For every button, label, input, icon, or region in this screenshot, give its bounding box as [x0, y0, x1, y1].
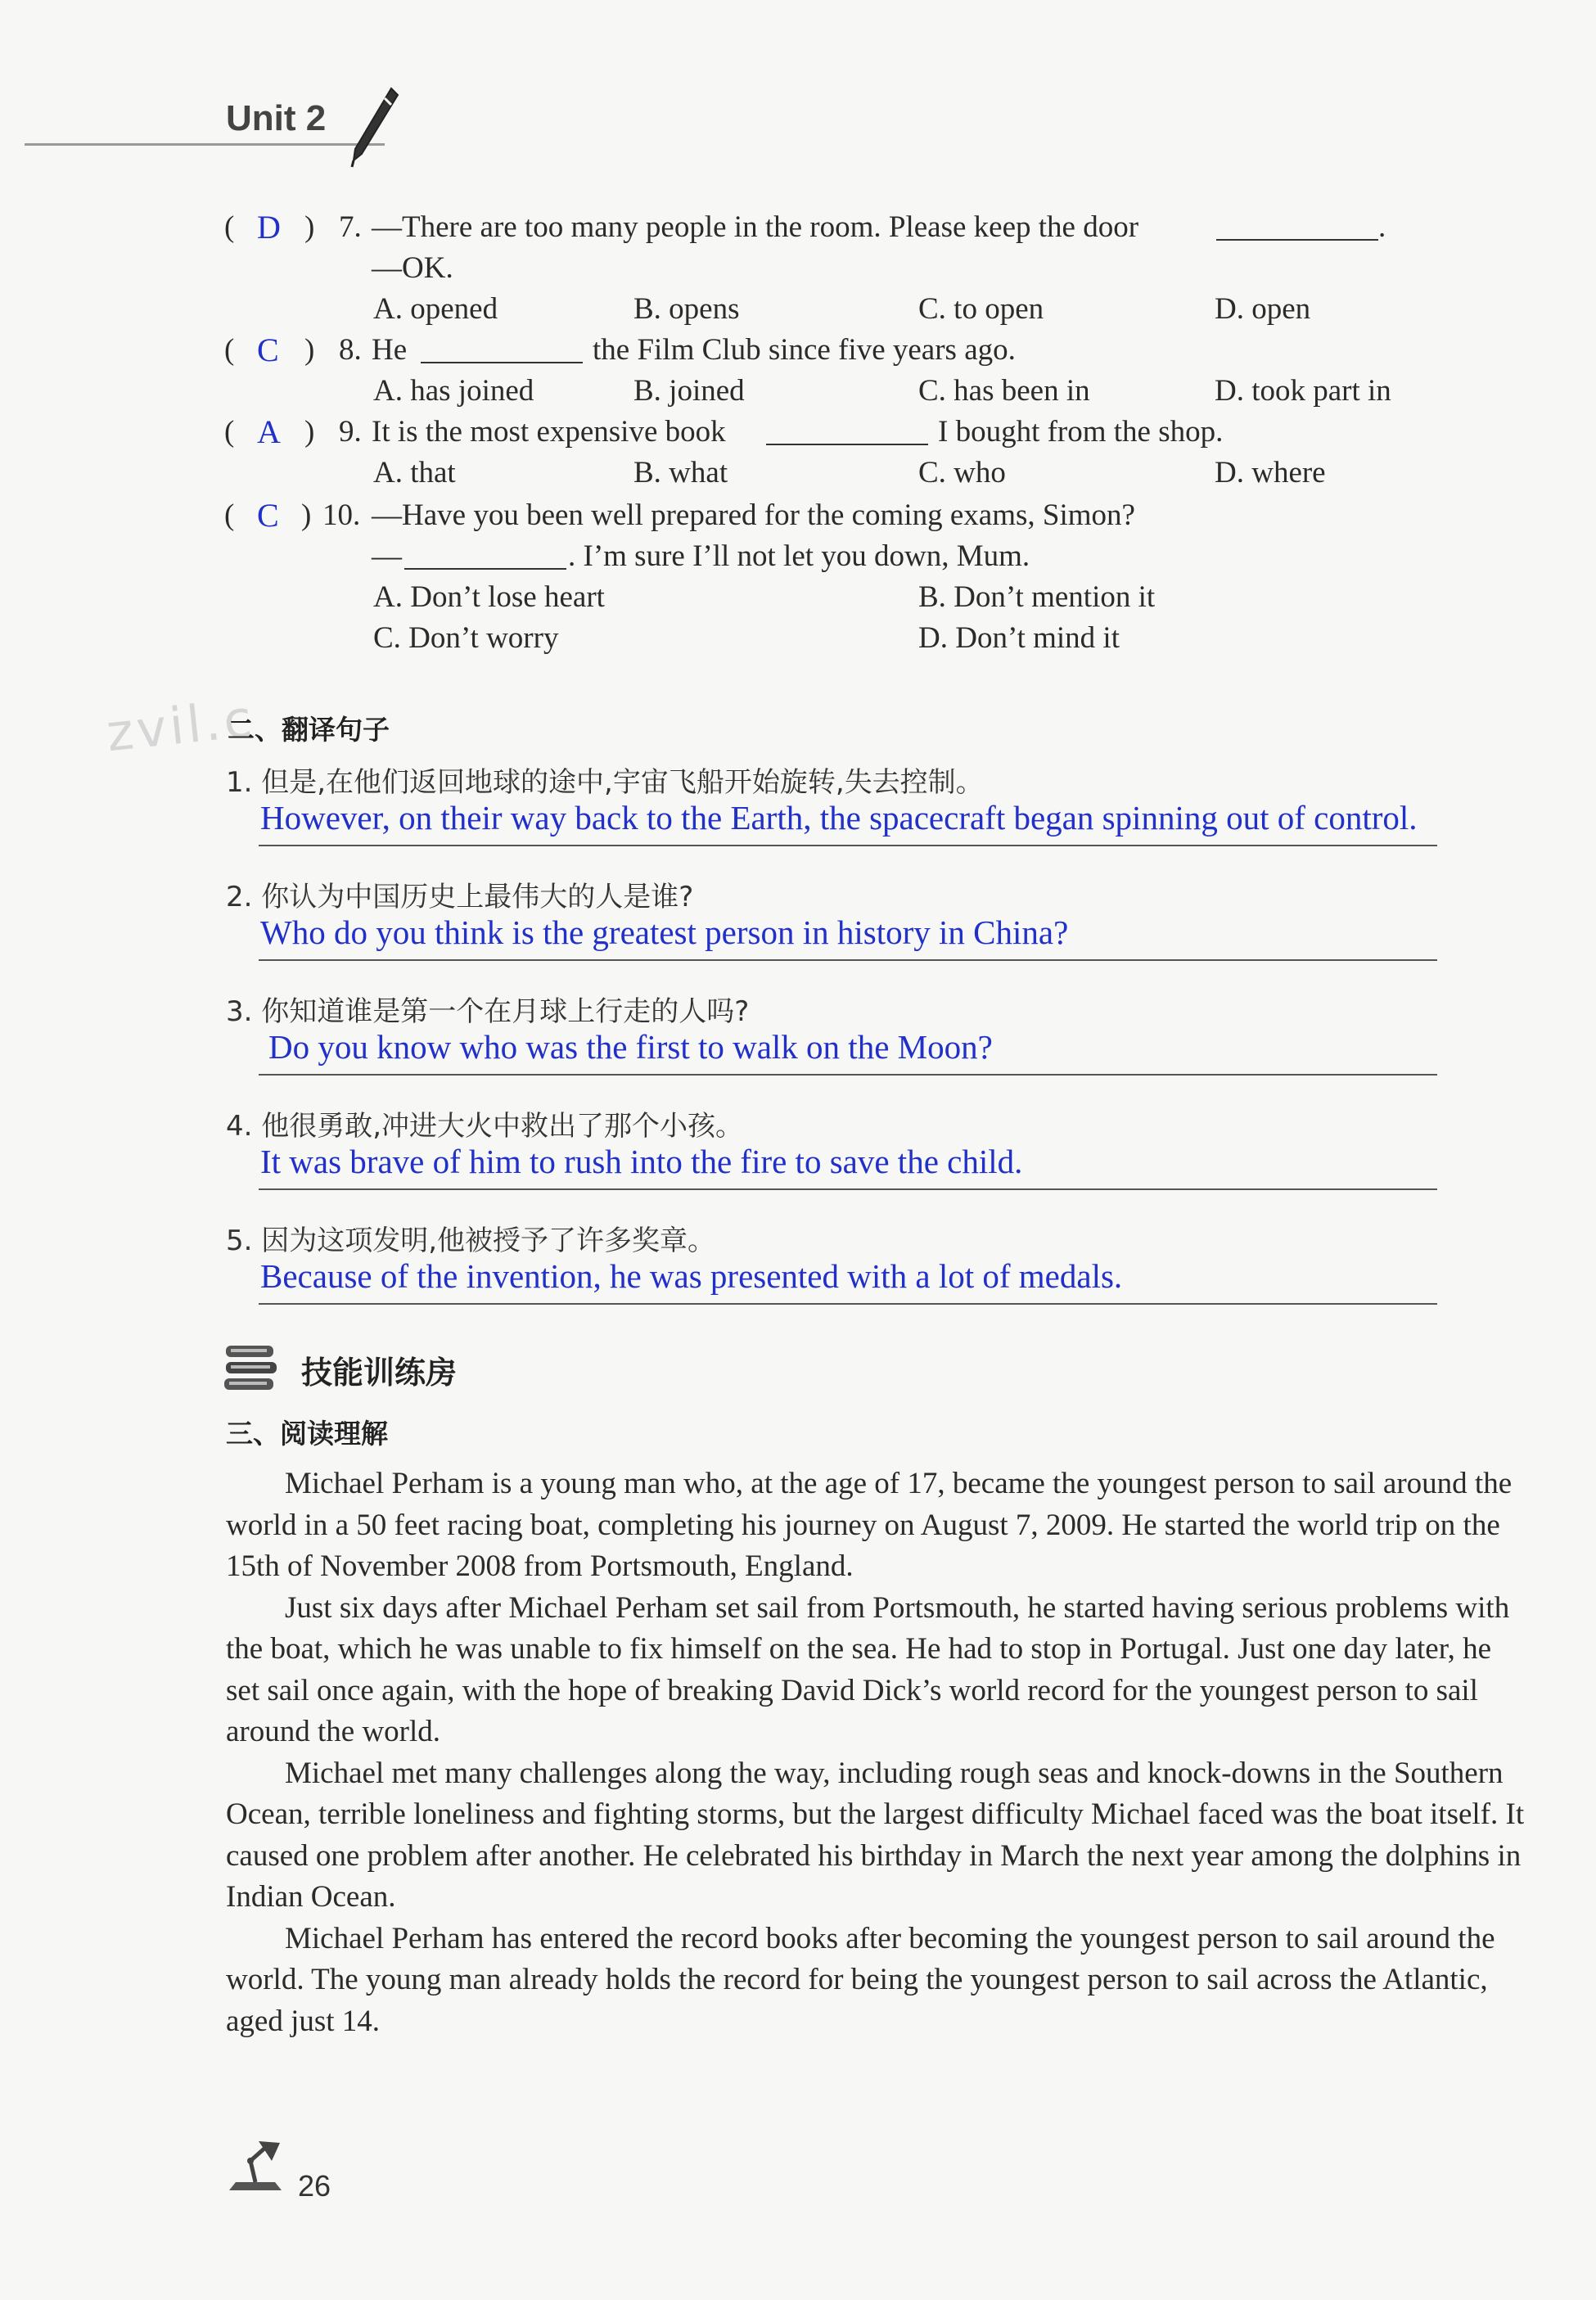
- translation-prompt: 1. 但是,在他们返回地球的途中,宇宙飞船开始旋转,失去控制。: [226, 766, 984, 799]
- question-stem: —Have you been well prepared for the coming exams, Simon?: [372, 498, 1135, 532]
- answer-line: [259, 1074, 1437, 1076]
- translation-answer: However, on their way back to the Earth, the spacecraft began spinning out of control.: [260, 799, 1418, 837]
- books-icon: [223, 1342, 280, 1393]
- question-reply: —OK.: [372, 251, 453, 285]
- translation-answer: It was brave of him to rush into the fire to save the child.: [260, 1143, 1023, 1180]
- page-number: 26: [298, 2169, 331, 2203]
- answer-line: [259, 959, 1437, 961]
- answer-line: [259, 1188, 1437, 1190]
- translation-heading: 二、翻译句子: [228, 714, 390, 746]
- translation-prompt: 5. 因为这项发明,他被授予了许多奖章。: [226, 1224, 716, 1257]
- translation-answer: Who do you think is the greatest person in history in China?: [260, 913, 1069, 951]
- answer-blank: [421, 337, 583, 363]
- passage-paragraph: Michael Perham has entered the record books after becoming the youngest person to sail around the world. The young man already holds the record for being the youngest person to sail across the Atlantic, aged just 14.: [226, 1921, 1495, 2038]
- question-number: 10.: [322, 498, 361, 532]
- option-b: B. opens: [633, 292, 740, 326]
- option-d: D. took part in: [1215, 374, 1391, 408]
- option-c: C. Don’t worry: [373, 621, 559, 655]
- answer-blank: [1216, 214, 1378, 241]
- option-b: B. joined: [633, 374, 745, 408]
- pen-icon: [344, 82, 401, 168]
- option-b: B. Don’t mention it: [918, 580, 1156, 614]
- option-b: B. what: [633, 456, 728, 489]
- passage-paragraph: Just six days after Michael Perham set sail from Portsmouth, he started having serious problems with the boat, which he was unable to fix himself on the sea. He had to stop in Portugal. Just one day later, he set sail once again, with the hope of breaking David Dick’s world record for the youngest person to sail around the world.: [226, 1590, 1510, 1748]
- option-c: C. has been in: [918, 374, 1090, 408]
- translation-prompt: 3. 你知道谁是第一个在月球上行走的人吗?: [226, 995, 750, 1028]
- answer-letter: D: [257, 209, 281, 246]
- answer-blank: [404, 543, 566, 570]
- answer-letter: C: [257, 331, 279, 368]
- answer-line: [259, 1303, 1437, 1305]
- option-a: A. that: [373, 456, 456, 489]
- option-c: C. who: [918, 456, 1006, 489]
- passage-paragraph: Michael Perham is a young man who, at the age of 17, became the youngest person to sail around the world in a 50 feet racing boat, completing his journey on August 7, 2009. He started the world trip on the 15th of November 2008 from Portsmouth, England.: [226, 1467, 1513, 1583]
- answer-line: [259, 845, 1437, 846]
- question-stem: —There are too many people in the room. Please keep the door: [372, 210, 1139, 244]
- watermark: zvil.c: [103, 688, 258, 764]
- passage-paragraph: Michael met many challenges along the way, including rough seas and knock-downs in the Southern Ocean, terrible loneliness and fighting storms, but the largest difficulty Michael faced was the boat itself. It caused one problem after another. He celebrated his birthday in March the next year among the dolphins in Indian Ocean.: [226, 1756, 1525, 1914]
- reading-heading: 三、阅读理解: [226, 1418, 388, 1450]
- option-a: A. Don’t lose heart: [373, 580, 605, 614]
- option-a: A. opened: [373, 292, 498, 326]
- question-number: 7.: [339, 210, 362, 244]
- question-number: 9.: [339, 415, 362, 449]
- unit-title: Unit 2: [226, 98, 327, 138]
- question-number: 8.: [339, 333, 362, 367]
- question-stem: It is the most expensive book: [372, 415, 726, 449]
- option-a: A. has joined: [373, 374, 534, 408]
- option-d: D. where: [1215, 456, 1326, 489]
- translation-prompt: 2. 你认为中国历史上最伟大的人是谁?: [226, 881, 694, 913]
- question-stem: He: [372, 333, 408, 367]
- option-d: D. Don’t mind it: [918, 621, 1120, 655]
- desk-lamp-icon: [223, 2136, 291, 2195]
- translation-answer: Do you know who was the first to walk on the Moon?: [268, 1028, 993, 1066]
- reading-passage: [226, 1463, 1527, 2042]
- translation-answer: Because of the invention, he was presented with a lot of medals.: [260, 1257, 1123, 1295]
- answer-letter: C: [257, 497, 279, 534]
- answer-blank: [766, 419, 928, 445]
- skills-banner: 技能训练房: [301, 1355, 458, 1391]
- option-d: D. open: [1215, 292, 1311, 326]
- option-c: C. to open: [918, 292, 1044, 326]
- translation-prompt: 4. 他很勇敢,冲进大火中救出了那个小孩。: [226, 1110, 744, 1143]
- header-rule: [25, 143, 385, 146]
- answer-letter: A: [257, 413, 281, 450]
